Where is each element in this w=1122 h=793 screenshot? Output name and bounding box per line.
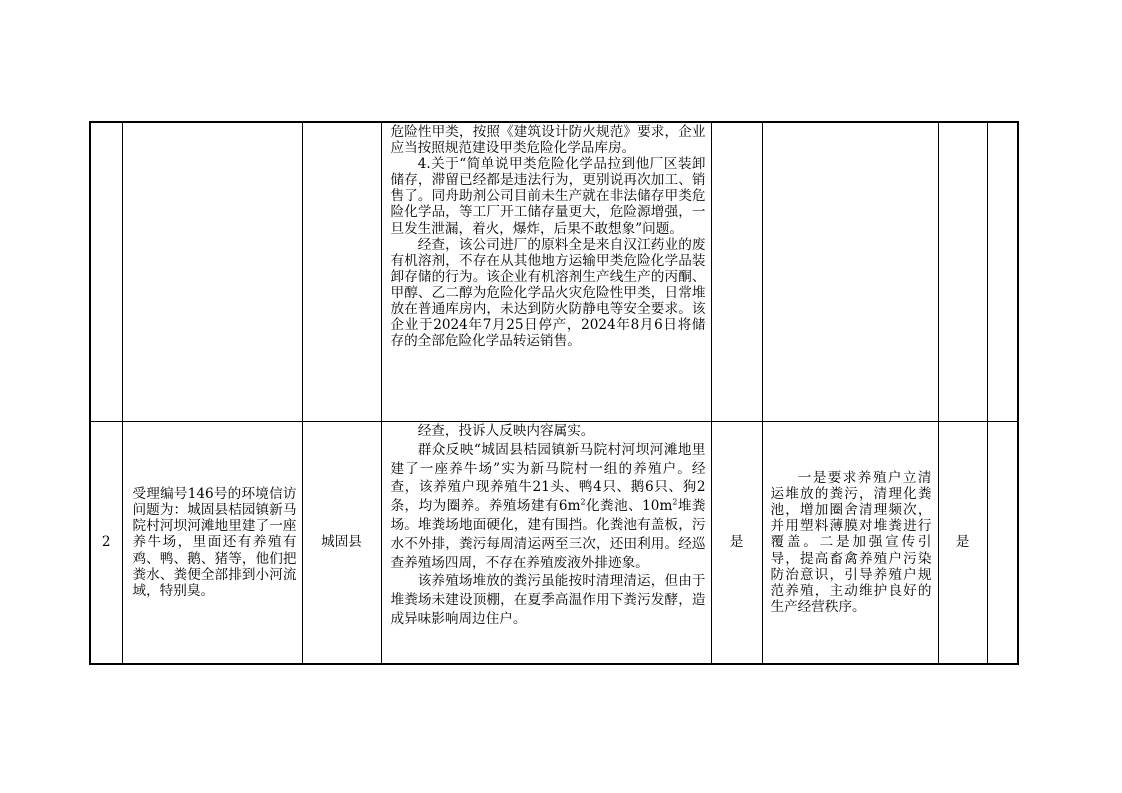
county-cell: 城固县 <box>302 422 381 665</box>
verified-cell: 是 <box>711 422 762 665</box>
resolved-cell <box>938 122 987 422</box>
table-row <box>90 122 1018 422</box>
content-paragraph: 经查，投诉人反映内容属实。 <box>417 423 595 439</box>
content-paragraph: 4.关于“简单说甲类危险化学品拉到他厂区装卸储存，滞留已经都是违法行为，更别说再次加工、销售了。同舟助剂公司目前未生产就在非法储存甲类危险化学品，等工厂开工储存量更大，危险源增强，一旦发生泄漏，着火，爆炸，后果不敢想象”问题。 <box>390 156 706 237</box>
remarks-cell <box>987 422 1018 665</box>
content-text: 化粪池、10m <box>585 498 673 515</box>
number-cell <box>90 122 122 422</box>
measures-text: 一是要求养殖户立清运堆放的粪污，清理化粪池，增加圈舍清理频次，并用塑料薄膜对堆粪进行覆盖。二是加强宣传引导，提高畜禽养殖户污染防治意识，引导养殖户规范养殖，主动维护良好的生产经营秩序。 <box>770 470 932 615</box>
table-row <box>90 422 1018 665</box>
content-paragraph: 经查，该公司进厂的原料全是来自汉江药业的废有机溶剂，不存在从其他地方运输甲类危险化学品装卸存储的行为。该企业有机溶剂生产线生产的丙酮、甲醇、乙二醇为危险化学品火灾危险性甲类，日常堆放在普通库房内，未达到防火防静电等安全要求。该企业于2024年7月25日停产，2024年8月6日将储存的全部危险化学品转运销售。 <box>390 236 706 350</box>
verification-content-cell <box>381 422 711 665</box>
verification-content-cell <box>381 122 711 422</box>
complaint-cell <box>122 122 302 422</box>
verified-cell <box>711 122 762 422</box>
content-text: 群众反映“城固县桔园镇新马院村河坝河滩地里建了一座养牛场”实为新马院村一组的养殖户。经查，该养殖户现养殖牛21头、鸭4只、鹅6只、狗2条，均为圈养。养殖场建有6m <box>390 441 706 515</box>
county-cell <box>302 122 381 422</box>
complaint-cell: 受理编号146号的环境信访问题为：城固县桔园镇新马院村河坝河滩地里建了一座养牛场，里面还有养殖有鸡、鸭、鹅、猪等，他们把粪水、粪便全部排到小河流域，特别臭。 <box>122 422 302 665</box>
complaint-table <box>89 121 1019 665</box>
number-cell: 2 <box>90 422 122 665</box>
measures-cell <box>762 122 938 422</box>
content-paragraph: 该养殖场堆放的粪污虽能按时清理清运，但由于堆粪场未建设顶棚，在夏季高温作用下粪污发酵，造成异味影响周边住户。 <box>390 573 706 627</box>
superscript: 2 <box>672 497 678 507</box>
measures-cell <box>762 422 938 665</box>
content-paragraph <box>391 441 706 573</box>
resolved-cell: 是 <box>938 422 987 665</box>
content-text: 堆粪场。堆粪场地面硬化，建有围挡。化粪池有盖板，污水不外排，粪污每周清运两至三次，还田利用。经巡查养殖场四周，不存在养殖废液外排迹象。 <box>390 498 706 571</box>
remarks-cell <box>987 122 1018 422</box>
content-paragraph: 危险性甲类，按照《建筑设计防火规范》要求，企业应当按照规范建设甲类危险化学品库房。 <box>390 124 706 157</box>
superscript: 2 <box>580 497 586 507</box>
